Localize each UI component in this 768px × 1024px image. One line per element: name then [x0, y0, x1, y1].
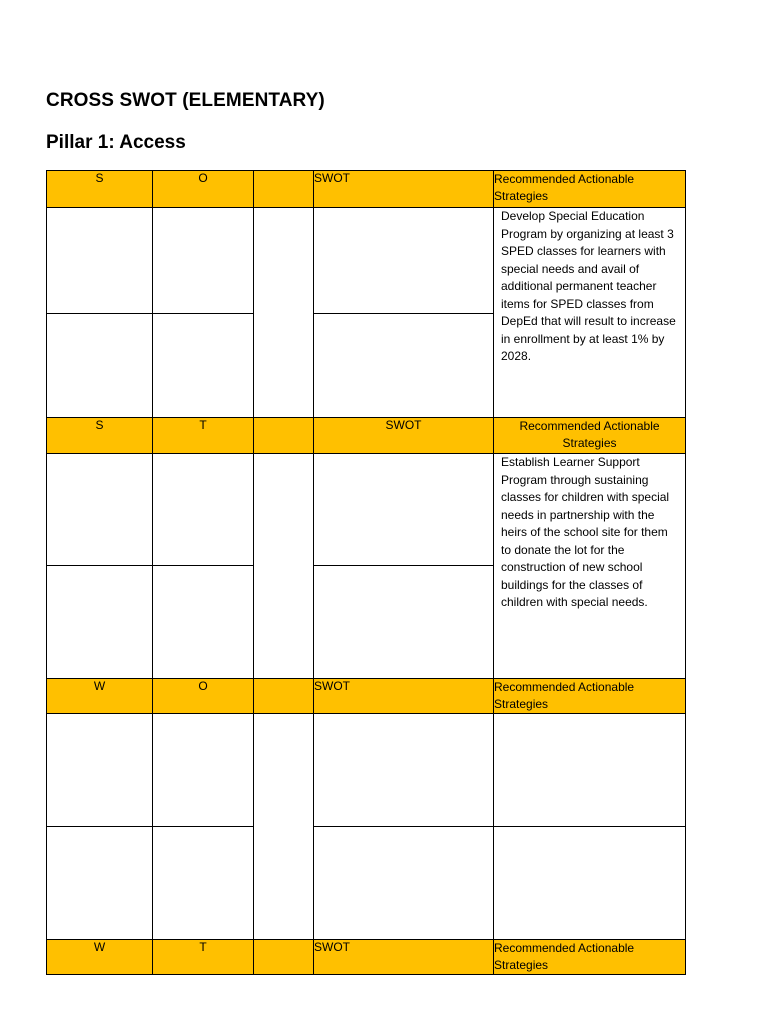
- table-row: [47, 454, 686, 566]
- header-cell-blank: [254, 171, 314, 208]
- header-cell-t: T: [153, 940, 254, 975]
- input-cell[interactable]: [153, 454, 254, 566]
- input-cell[interactable]: [47, 566, 153, 679]
- strategy-text: Develop Special Education Program by organizing at least 3 SPED classes for learners with special needs and avail of additional permanent teacher items for SPED classes from DepEd that will result to increase in enrollment by at least 1% by 2028.: [501, 209, 676, 363]
- input-cell[interactable]: [254, 454, 314, 679]
- input-cell[interactable]: [314, 454, 494, 566]
- input-cell[interactable]: [47, 454, 153, 566]
- strategy-text: Establish Learner Support Program through sustaining classes for children with special needs in partnership with the heirs of the school site for them to donate the lot for the construction of new school buildings for the classes of children with special needs.: [501, 455, 670, 609]
- input-cell[interactable]: [153, 714, 254, 827]
- table-row: [47, 714, 686, 827]
- input-cell[interactable]: [153, 566, 254, 679]
- input-cell[interactable]: [254, 714, 314, 940]
- input-cell[interactable]: [153, 208, 254, 314]
- strategy-cell[interactable]: [494, 827, 686, 940]
- table-row: [47, 208, 686, 314]
- input-cell[interactable]: [47, 714, 153, 827]
- input-cell[interactable]: [314, 827, 494, 940]
- document-title: CROSS SWOT (ELEMENTARY): [46, 90, 325, 111]
- strategy-cell: [494, 208, 686, 418]
- input-cell[interactable]: [254, 208, 314, 418]
- input-cell[interactable]: [47, 314, 153, 418]
- input-cell[interactable]: [47, 208, 153, 314]
- header-cell-t: T: [153, 418, 254, 454]
- header-cell-w: W: [47, 940, 153, 975]
- header-cell-swot: SWOT: [314, 679, 494, 714]
- header-cell-recommended: Recommended Actionable Strategies: [494, 171, 686, 208]
- pillar-title: Pillar 1: Access: [46, 132, 186, 153]
- header-cell-swot: SWOT: [314, 171, 494, 208]
- input-cell[interactable]: [47, 827, 153, 940]
- section-header-wt: [47, 940, 686, 975]
- section-header-so: [47, 171, 686, 208]
- header-cell-blank: [254, 679, 314, 714]
- header-cell-recommended: Recommended Actionable Strategies: [494, 679, 686, 714]
- header-cell-o: O: [153, 171, 254, 208]
- input-cell[interactable]: [153, 827, 254, 940]
- header-cell-blank: [254, 418, 314, 454]
- input-cell[interactable]: [314, 208, 494, 314]
- header-cell-swot: SWOT: [314, 940, 494, 975]
- strategy-cell[interactable]: [494, 714, 686, 827]
- input-cell[interactable]: [314, 566, 494, 679]
- header-cell-s: S: [47, 171, 153, 208]
- table-row: [47, 827, 686, 940]
- section-header-wo: [47, 679, 686, 714]
- input-cell[interactable]: [314, 314, 494, 418]
- header-cell-recommended: Recommended Actionable Strategies: [494, 940, 686, 975]
- input-cell[interactable]: [153, 314, 254, 418]
- section-header-st: [47, 418, 686, 454]
- header-cell-s: S: [47, 418, 153, 454]
- strategy-cell: [494, 454, 686, 679]
- header-cell-o: O: [153, 679, 254, 714]
- header-cell-recommended: Recommended Actionable Strategies: [494, 418, 686, 454]
- cross-swot-table: [46, 170, 686, 975]
- header-cell-w: W: [47, 679, 153, 714]
- header-cell-blank: [254, 940, 314, 975]
- header-cell-swot: SWOT: [314, 418, 494, 454]
- input-cell[interactable]: [314, 714, 494, 827]
